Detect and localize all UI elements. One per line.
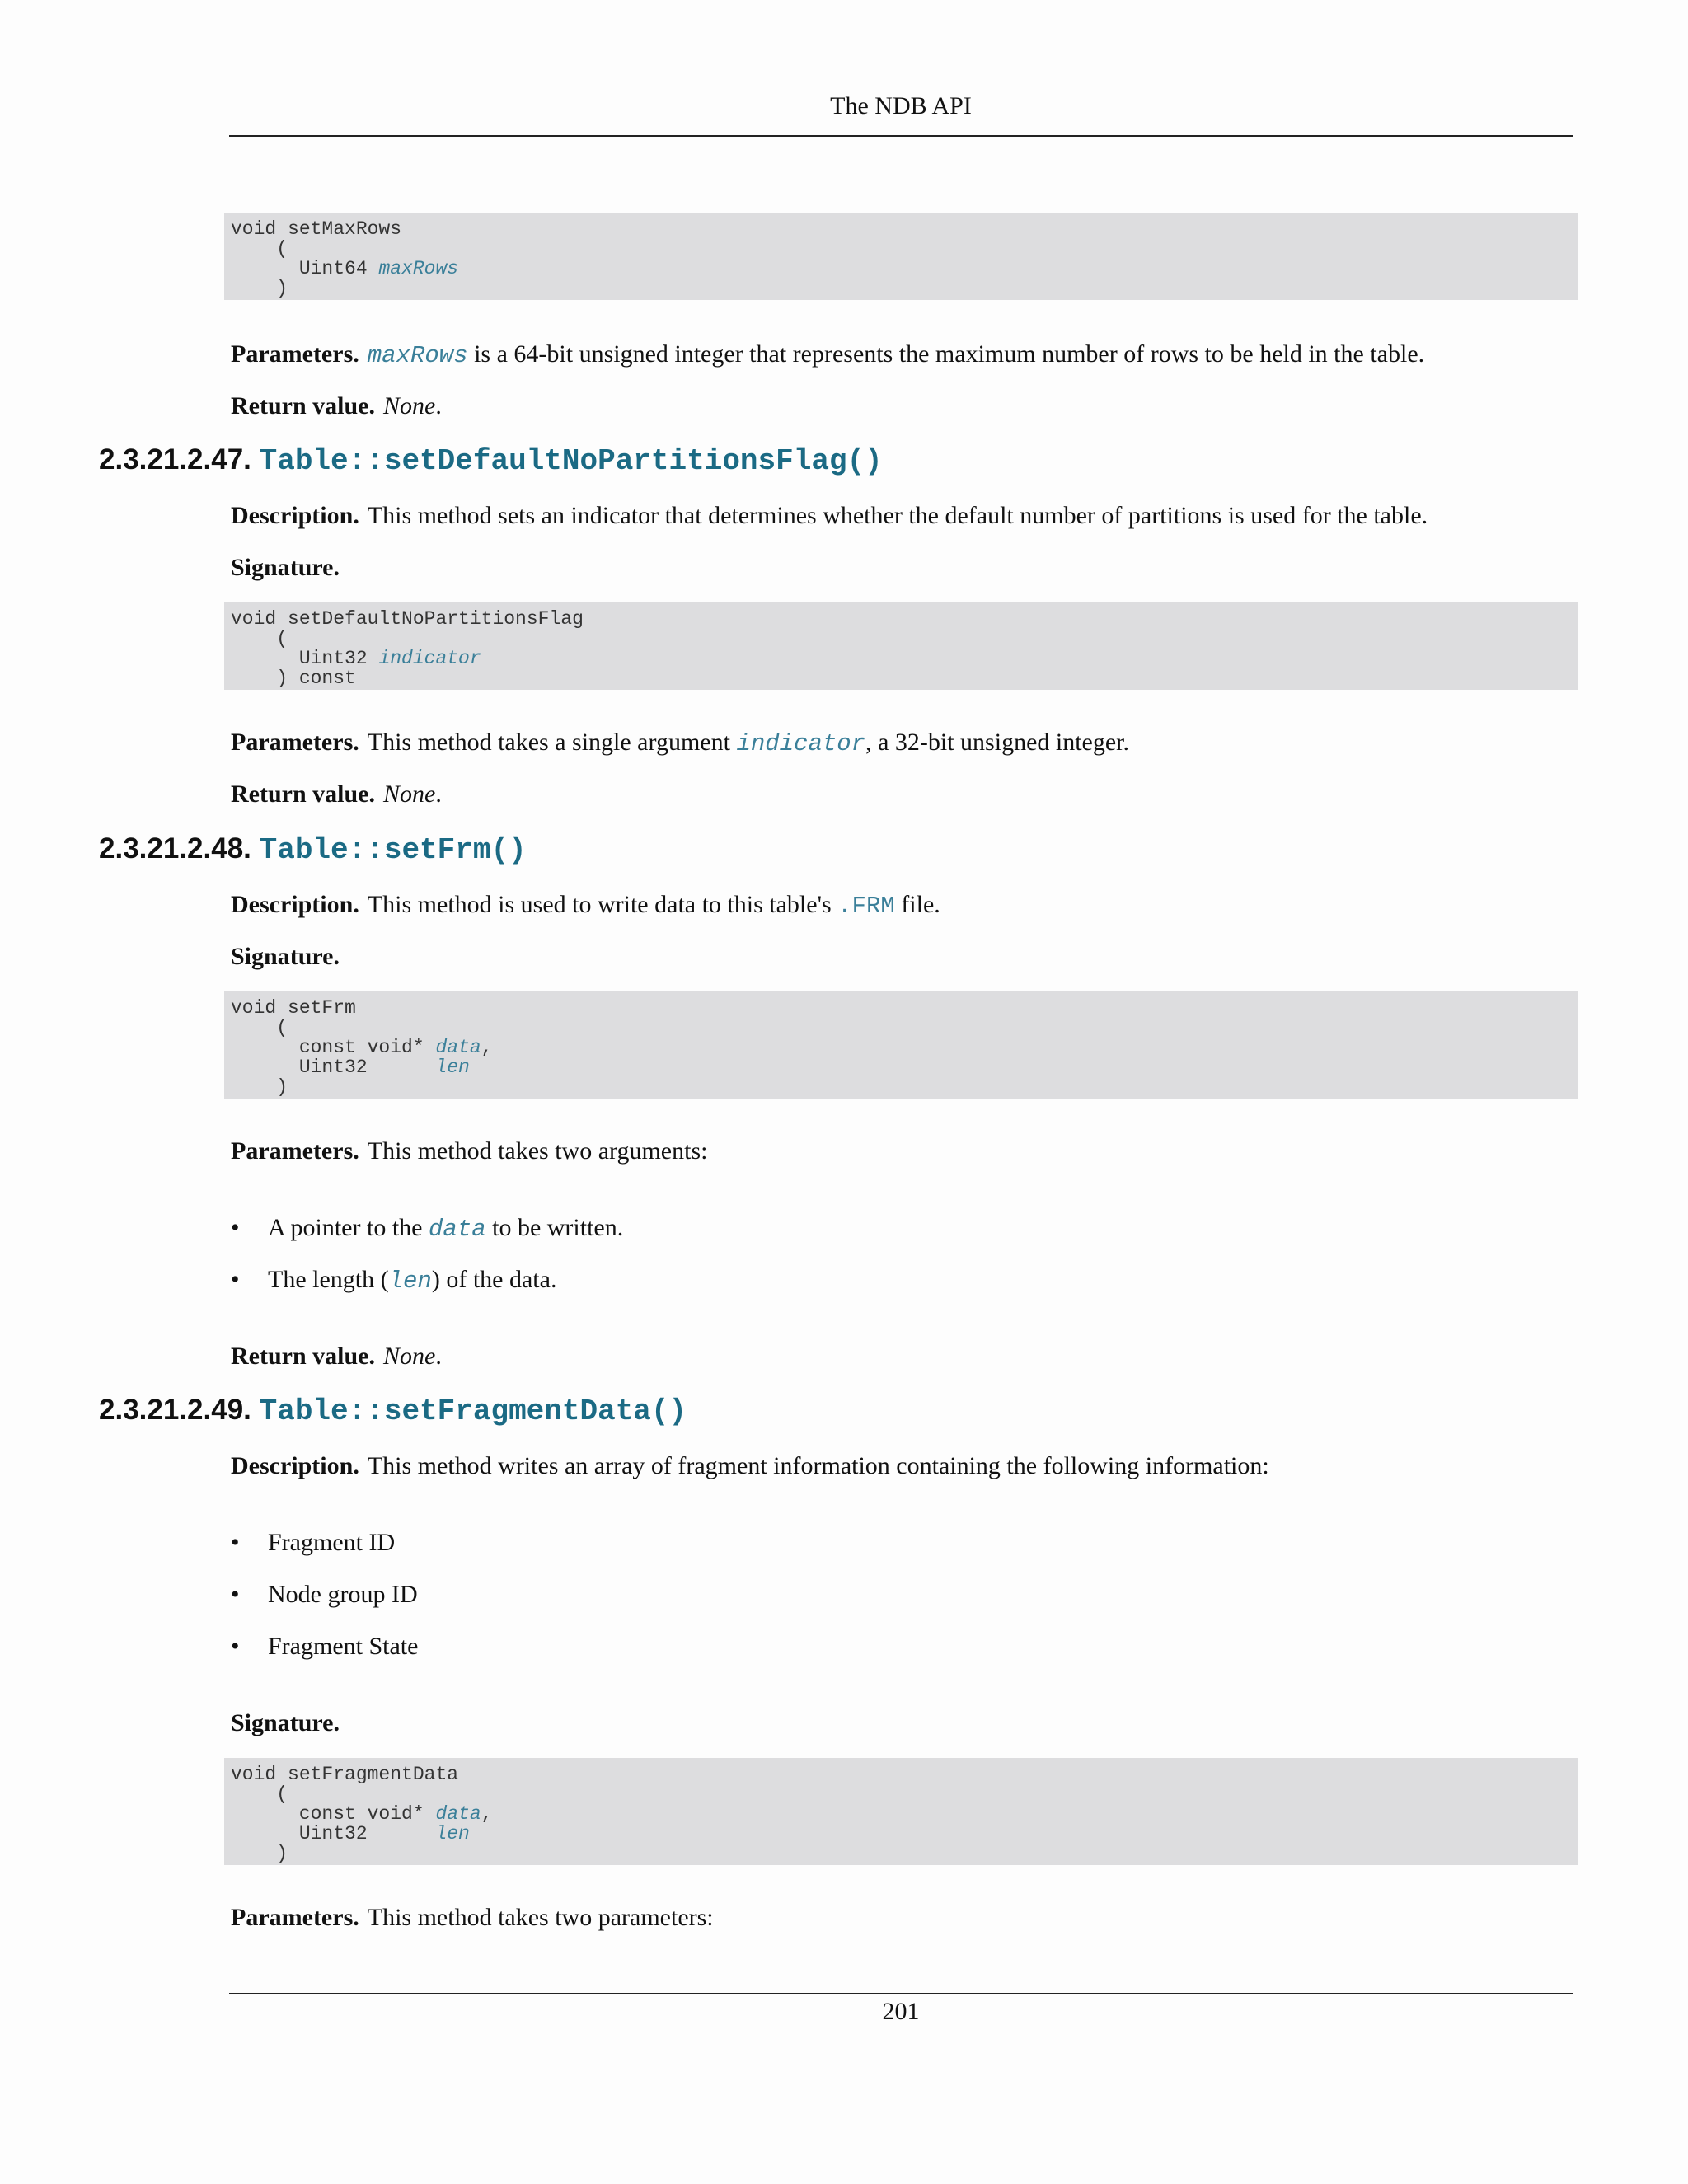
code-arg: indicator: [378, 648, 481, 669]
sec47-description: [231, 502, 1428, 530]
code-arg: len: [435, 1823, 470, 1844]
section-function-name: Table::setFrm(): [259, 833, 527, 867]
maxrows-return-value: [231, 392, 442, 420]
code-line: ): [231, 1843, 288, 1864]
list-item: [231, 1633, 418, 1661]
list-item: [231, 1581, 418, 1609]
file-extension: .FRM: [837, 893, 895, 920]
parameters-label: Parameters.: [231, 1137, 359, 1165]
code-type: Uint32: [231, 1823, 436, 1844]
code-arg: data: [435, 1803, 481, 1825]
section-heading-48: [99, 832, 527, 867]
code-block-setfrm: [224, 991, 1578, 1099]
maxrows-parameters: [231, 340, 1424, 369]
section-number: 2.3.21.2.49.: [99, 1394, 251, 1426]
code-type: Uint64: [231, 258, 379, 279]
code-arg: len: [435, 1057, 470, 1078]
signature-label: Signature.: [231, 554, 340, 581]
code-line: void setFrm: [231, 997, 356, 1019]
description-text: This method is used to write data to this table's: [367, 891, 838, 918]
parameters-label: Parameters.: [231, 1904, 359, 1931]
section-number: 2.3.21.2.48.: [99, 832, 251, 865]
list-item: [231, 1266, 556, 1295]
code-line: ): [231, 278, 288, 299]
list-item-text: Fragment State: [268, 1633, 419, 1660]
parameter-name: maxRows: [367, 342, 468, 369]
list-item: [231, 1529, 395, 1557]
signature-label: Signature.: [231, 943, 340, 970]
code-line: ) const: [231, 668, 356, 689]
bullet-icon: •: [231, 1266, 240, 1293]
punctuation: .: [435, 780, 442, 808]
sec48-description: [231, 891, 940, 920]
sec48-signature-label: [231, 943, 348, 971]
return-label: Return value.: [231, 780, 375, 808]
bullet-icon: •: [231, 1214, 240, 1241]
section-function-name: Table::setFragmentData(): [259, 1394, 687, 1428]
list-item-text: Node group ID: [268, 1581, 418, 1608]
bullet-icon: •: [231, 1633, 240, 1660]
parameters-text: This method takes two parameters:: [367, 1904, 714, 1931]
description-text: file.: [894, 891, 940, 918]
list-item-text: to be written.: [485, 1214, 624, 1241]
sec48-parameters: [231, 1137, 707, 1165]
code-line: (: [231, 628, 288, 649]
parameters-text: , a 32-bit unsigned integer.: [865, 729, 1130, 756]
code-line: void setFragmentData: [231, 1764, 459, 1785]
parameters-text: is a 64-bit unsigned integer that represents the maximum number of rows to be held in the table.: [467, 340, 1425, 368]
punctuation: .: [435, 392, 442, 419]
page-header-title: The NDB API: [830, 92, 972, 120]
code-line: (: [231, 1783, 288, 1805]
code-line: (: [231, 1017, 288, 1038]
code-line: void setDefaultNoPartitionsFlag: [231, 608, 584, 630]
description-label: Description.: [231, 891, 359, 918]
list-item-text: The length (: [268, 1266, 389, 1293]
description-label: Description.: [231, 1452, 359, 1479]
code-punct: ,: [481, 1803, 493, 1825]
parameter-name: data: [428, 1216, 486, 1243]
description-text: This method writes an array of fragment information containing the following information:: [367, 1452, 1269, 1479]
section-function-name: Table::setDefaultNoPartitionsFlag(): [259, 444, 883, 478]
header-rule: [229, 135, 1573, 137]
sec49-signature-label: [231, 1709, 348, 1737]
bullet-icon: •: [231, 1581, 240, 1608]
code-punct: ,: [481, 1037, 493, 1058]
parameters-text: This method takes a single argument: [367, 729, 737, 756]
code-arg: maxRows: [378, 258, 459, 279]
code-line: (: [231, 238, 288, 260]
code-line: ): [231, 1076, 288, 1098]
code-line: void setMaxRows: [231, 218, 402, 240]
return-label: Return value.: [231, 1343, 375, 1370]
list-item: [231, 1214, 623, 1243]
list-item-text: A pointer to the: [268, 1214, 429, 1241]
parameters-label: Parameters.: [231, 729, 359, 756]
code-block-setdefaultnopartitionsflag: [224, 602, 1578, 690]
code-type: Uint32: [231, 1057, 436, 1078]
bullet-icon: •: [231, 1529, 240, 1556]
return-label: Return value.: [231, 392, 375, 419]
parameter-name: indicator: [736, 730, 866, 757]
section-number: 2.3.21.2.47.: [99, 443, 251, 476]
sec47-parameters: [231, 729, 1129, 757]
sec48-return-value: [231, 1343, 442, 1371]
page-number: 201: [882, 1998, 920, 2025]
description-text: This method sets an indicator that determines whether the default number of partitions is used for the table.: [367, 502, 1428, 529]
sec47-signature-label: [231, 554, 348, 582]
parameters-label: Parameters.: [231, 340, 359, 368]
description-label: Description.: [231, 502, 359, 529]
return-value: None: [383, 392, 436, 419]
list-item-text: Fragment ID: [268, 1529, 396, 1556]
section-heading-49: [99, 1394, 687, 1428]
sec49-parameters: [231, 1904, 714, 1932]
signature-label: Signature.: [231, 1709, 340, 1736]
sec49-description: [231, 1452, 1269, 1480]
sec47-return-value: [231, 780, 442, 808]
parameters-text: This method takes two arguments:: [367, 1137, 708, 1165]
code-arg: data: [435, 1037, 481, 1058]
return-value: None: [383, 1343, 436, 1370]
return-value: None: [383, 780, 436, 808]
code-block-setfragmentdata: [224, 1758, 1578, 1865]
section-heading-47: [99, 443, 883, 478]
code-block-setmaxrows: [224, 213, 1578, 300]
code-type: const void*: [231, 1803, 436, 1825]
list-item-text: ) of the data.: [431, 1266, 557, 1293]
code-type: Uint32: [231, 648, 379, 669]
footer-rule: [229, 1993, 1573, 1994]
code-type: const void*: [231, 1037, 436, 1058]
parameter-name: len: [388, 1268, 432, 1295]
punctuation: .: [435, 1343, 442, 1370]
